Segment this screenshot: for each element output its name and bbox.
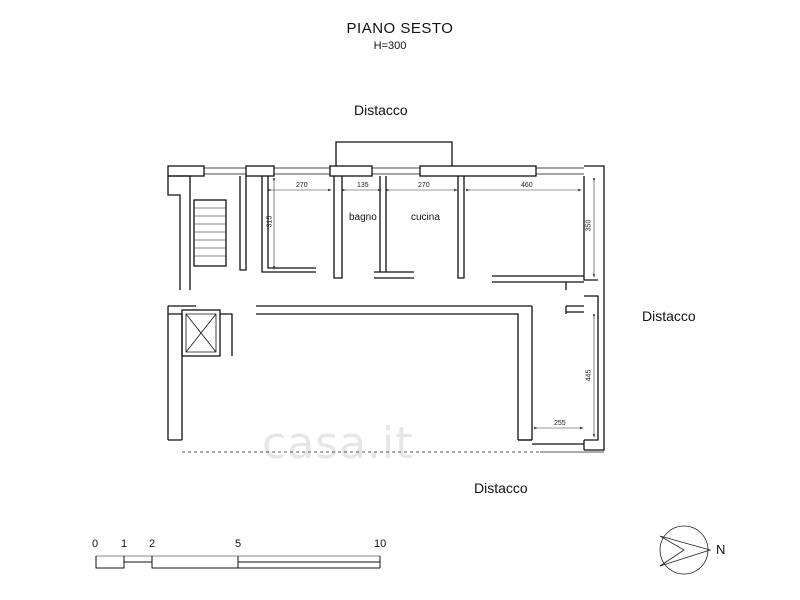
dim-270-b: 270 <box>418 182 430 189</box>
balcony-outline <box>336 142 452 166</box>
dim-135: 135 <box>357 182 369 189</box>
scale-tick-10: 10 <box>374 538 387 550</box>
label-distacco-bottom: Distacco <box>474 480 528 496</box>
scale-bar <box>96 556 380 568</box>
dim-315: 315 <box>266 215 274 228</box>
dim-350: 350 <box>585 219 593 232</box>
wall-left-lower <box>168 306 196 440</box>
ceiling-height: H=300 <box>373 40 407 52</box>
dim-445: 445 <box>585 369 593 382</box>
wall-top-3 <box>330 166 372 176</box>
room-label-cucina: cucina <box>411 212 440 223</box>
dim-270-a: 270 <box>296 182 308 189</box>
scale-tick-0: 0 <box>92 538 99 550</box>
wall-top-4 <box>420 166 536 176</box>
dim-255: 255 <box>554 420 566 427</box>
wall-corridor <box>256 306 532 440</box>
wall-top-2 <box>246 166 274 176</box>
scale-tick-2: 2 <box>149 538 156 550</box>
wall-cucina-right <box>458 176 464 278</box>
stair-wall <box>168 176 190 290</box>
wall-top-1 <box>168 166 204 176</box>
wall-bagno-left <box>334 176 342 278</box>
room-label-bagno: bagno <box>349 212 377 223</box>
scale-tick-5: 5 <box>235 538 242 550</box>
north-arrow <box>660 526 710 574</box>
scale-tick-1: 1 <box>121 538 128 550</box>
watermark-logo: casa.it <box>262 418 414 469</box>
wall-bagno-right <box>374 176 414 278</box>
plan-title: PIANO SESTO <box>346 20 454 37</box>
dim-460: 460 <box>521 182 533 189</box>
north-label: N <box>716 542 726 557</box>
label-distacco-right: Distacco <box>642 308 696 324</box>
label-distacco-top: Distacco <box>354 102 408 118</box>
